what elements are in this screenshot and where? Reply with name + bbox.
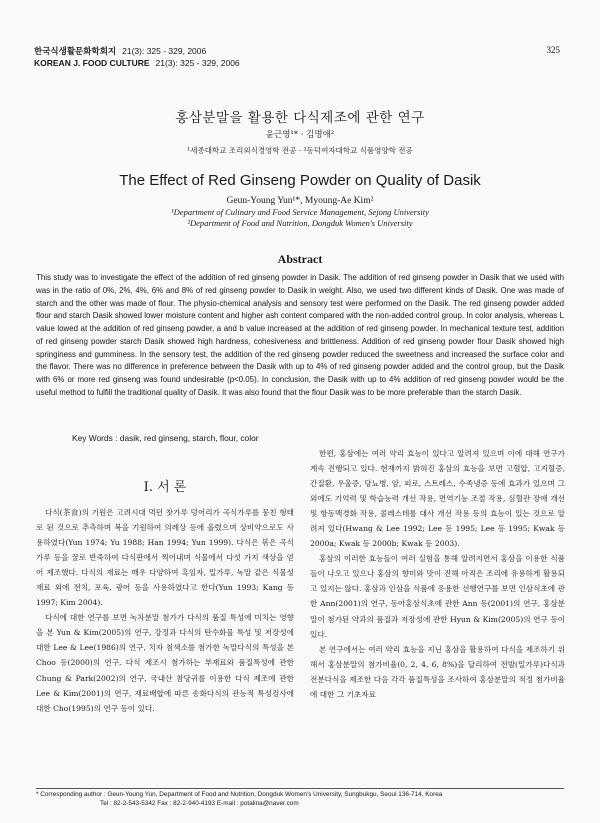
keywords-list: dasik, red ginseng, starch, flour, color	[119, 433, 259, 443]
keywords	[72, 433, 259, 443]
authors-english: Geun-Young Yun¹*, Myoung-Ae Kim²	[226, 196, 374, 206]
abstract-text: This study was to investigate the effect of the addition of red ginseng powder in Dasik. The addition of red ginseng powder in Dasik that we used with was in the ratio of 0%, 2%, 4%, 6% and 8% of red ginseng powder to Dasik in weight. Also, we used two different kinds of Dasik. One was made of starch and the other was made of flour. The physio-chemical analysis and sensory test were performed on the Dasik. The red ginseng powder added flour and starch Dasik showed lower moisture content and higher ash content compared with the non-added control group. In color analysis, whereas L value lowed at the addition of red ginseng powder, a and b value increased at the addition of red ginseng powder. In mechanical texture test, addition of red ginseng powder starch Dasik showed high hardness, cohesiveness and brittleness. Addition of red ginseng powder flour Dasik showed high springiness and gumminess. In the sensory test, the addition of the red ginseng powder reduced the sweetness and increased the surface color and the flavor. There was no difference in preference between the Dasik with up to 4% of red ginseng powder added and the control group, but the Dasik with 6% or more red ginseng was found undesirable (p<0.05). In conclusion, the Dasik with up to 4% addition of red ginseng powder would be the useful method to fulfill the traditional quality of Dasik. It was also found that the flour Dasik was to be more preferable than the starch Dasik.	[36, 273, 564, 397]
right-column	[310, 446, 565, 702]
running-header	[34, 45, 240, 69]
journal-volume-en: 21(3): 325 - 329, 2006	[155, 58, 240, 68]
left-column	[36, 505, 294, 716]
paragraph: 다식에 대한 연구를 보면 녹차분말 첨가가 다식의 품질 특성에 미치는 영향을 본 Yun & Kim(2005)의 연구, 강정과 다식의 탄수화물 특성 및 저장성에 대한 Lee & Lee(1986)의 연구, 치자 첨색소를 첨가한 녹말다식의 특성을 본 Choo 등(2000)의 연구, 다식 제조시 첨가하는 부재료와 품질특성에 관한 Chung & Park(2002)의 연구, 국내산 참당귀를 이용한 다식 제조에 관한 Lee & Kim(2001)의 연구, 재료배합에 따른 송화다식의 관능적 특성검사에 대한 Cho(1995)의 연구 등이 있다.	[36, 613, 294, 713]
abstract-heading: Abstract	[277, 252, 323, 266]
paragraph: 한편, 홍삼에는 여러 약리 효능이 있다고 알려져 있으며 이에 대해 연구가 계속 진행되고 있다. 현재까지 밝혀진 홍삼의 효능을 보면 고혈압, 고지혈증, 간질환, 우울증, 당뇨병, 암, 피로, 스트레스, 수족냉증 등에 효과가 있으며 그외에도 기억력 및 학습능력 개선 작용, 면역기능 조절 작용, 심혈관 장애 개선 및 항동맥경화 작용, 콜레스테롤 대사 개선 작용 등의 효능이 있는 것으로 알려져 있다(Hwang & Lee 1992; Lee 등 1995; Lee 등 1995; Kwak 등 2000a; Kwak 등 2000b; Kwak 등 2003).	[310, 449, 565, 549]
paragraph: 홍삼의 이러한 효능들이 여러 실험을 통해 알려지면서 홍삼을 이용한 식품들이 나오고 있으나 홍삼의 향미와 맛이 진해 아직은 조리에 유용하게 활용되고 있지는 않다. 홍삼과 인삼을 식품에 응용한 선행연구를 보면 인삼식초에 관한 Ann(2001)의 연구, 동아홍삼식초에 관한 Ann 등(2001)의 연구, 홍삼분말이 첨가된 약과의 품질과 저장성에 관한 Hyun & Kim(2005)의 연구 등이 있다.	[310, 554, 565, 639]
page-number: 325	[546, 45, 560, 55]
footnote	[36, 790, 564, 808]
affiliations-korean: ¹세종대학교 조리외식경영학 전공 · ²동덕여자대학교 식품영양학 전공	[187, 146, 413, 155]
paragraph: 본 연구에서는 여러 약리 효능을 지닌 홍삼을 활용하여 다식을 제조하기 위해서 홍삼분말의 첨가비율(0, 2, 4, 6, 8%)을 달리하여 전발(밀가루)다식과 전분다식을 제조한 다음 각각 품질특성을 조사하여 홍삼분말의 적정 첨가비율에 대한 그 기초자료	[310, 644, 565, 699]
keywords-label: Key Words :	[72, 433, 118, 443]
journal-name-ko: 한국식생활문화학회지	[34, 46, 117, 56]
footnote-contact: Tel : 82-2-543-5342 Fax : 82-2-940-4193 E-mail : potalina@naver.com	[100, 800, 299, 807]
footnote-corresponding-author: * Corresponding author : Geun-Young Yun, Department of Food and Nutrition, Dongduk Women's University, Sungbukgu, Seoul 136-714, Korea	[36, 791, 443, 798]
journal-volume: 21(3): 325 - 329, 2006	[122, 46, 207, 56]
title-korean: 홍삼분말을 활용한 다식제조에 관한 연구	[175, 110, 425, 126]
footnote-divider	[36, 788, 564, 789]
authors-korean: 윤근영¹* · 김명애²	[265, 130, 335, 140]
journal-name-en: KOREAN J. FOOD CULTURE	[34, 58, 150, 68]
paragraph: 다식(茶食)의 기원은 고려시대 먹던 찻가루 덩어리가 곡식가루를 뭉친 형태로 된 것으로 추측하며 복을 기원하여 의례상 등에 올렸으며 상비약으로도 사용하였다(Yun 1974; Yu 1988; Han 1994; Yun 1999). 다식은 볶은 곡식가루 등을 꿀로 반죽하여 다식판에서 찍어내며 식물에서 다섯 가지 색상을 얻어 제조했다. 다식의 재료는 매우 다양하여 흑임자, 밀가루, 녹말 같은 식물성 재료 외에 전치, 포육, 광어 등을 사용하였다고 한다(Yun 1993; Kang 등 1997; Kim 2004).	[36, 508, 294, 608]
section-heading-introduction: Ⅰ. 서 론	[143, 480, 187, 495]
affiliation-2: ²Department of Food and Nutrition, Dongduk Women's University	[187, 218, 413, 228]
affiliations-english	[0, 207, 600, 229]
affiliation-1: ¹Department of Culinary and Food Service Management, Sejong University	[171, 207, 429, 217]
title-english: The Effect of Red Ginseng Powder on Quality of Dasik	[119, 172, 481, 189]
